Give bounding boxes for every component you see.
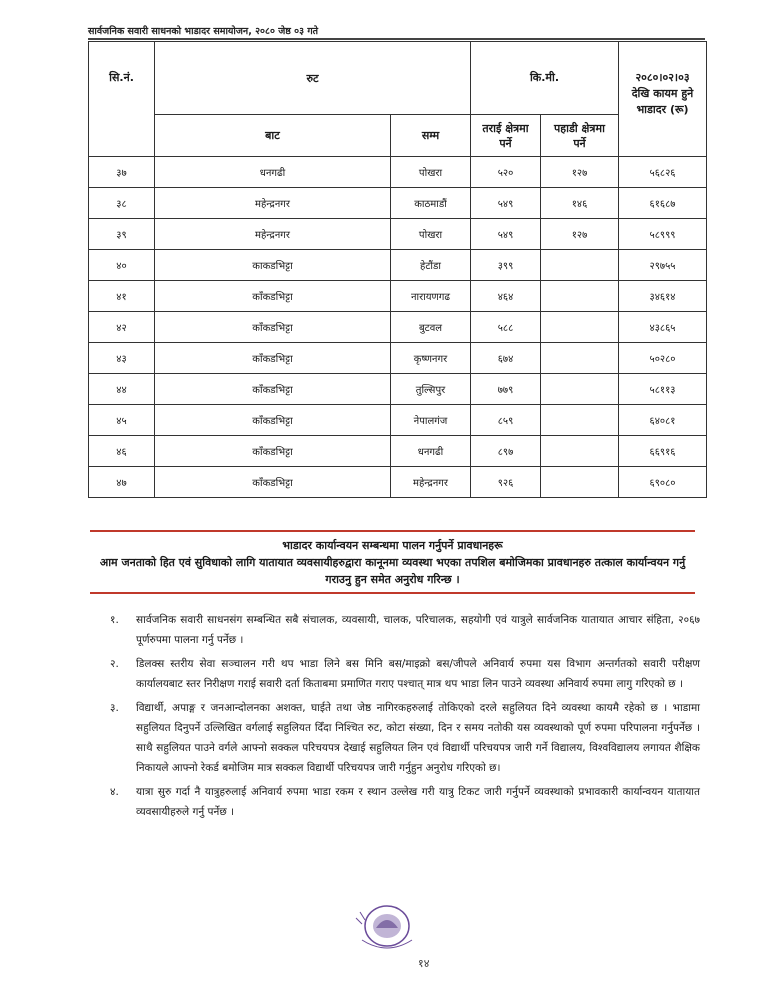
- cell-terai-km: ५४९: [471, 219, 541, 250]
- cell-sn: ४०: [89, 250, 155, 281]
- table-row: [89, 436, 707, 467]
- cell-hill-km: १२७: [541, 219, 619, 250]
- provision-item: [110, 698, 700, 778]
- table-row: [89, 405, 707, 436]
- provision-item: [110, 610, 700, 650]
- col-header-terai: तराई क्षेत्रमा पर्ने: [471, 115, 541, 157]
- provision-item: [110, 654, 700, 694]
- cell-to: महेन्द्रनगर: [391, 467, 471, 498]
- provision-item: [110, 782, 700, 822]
- col-header-from: बाट: [155, 115, 391, 157]
- cell-to: हेटौंडा: [391, 250, 471, 281]
- cell-hill-km: [541, 405, 619, 436]
- cell-sn: ३८: [89, 188, 155, 219]
- cell-sn: ४७: [89, 467, 155, 498]
- cell-hill-km: १२७: [541, 157, 619, 188]
- cell-from: काँकडभिट्टा: [155, 374, 391, 405]
- cell-hill-km: [541, 250, 619, 281]
- page-number: १४: [418, 957, 430, 970]
- cell-fare: ४३८६५: [619, 312, 707, 343]
- cell-from: काँकडभिट्टा: [155, 467, 391, 498]
- cell-hill-km: [541, 436, 619, 467]
- cell-terai-km: ५८८: [471, 312, 541, 343]
- table-header-row: [89, 42, 707, 115]
- cell-to: नारायणगढ: [391, 281, 471, 312]
- cell-terai-km: ८९७: [471, 436, 541, 467]
- cell-from: धनगढी: [155, 157, 391, 188]
- cell-terai-km: ८५९: [471, 405, 541, 436]
- provision-text: सार्वजनिक सवारी साधनसंग सम्बन्धित सबै संचालक, व्यवसायी, चालक, परिचालक, सहयोगी एवं यात्रुले सार्वजनिक यातायात आचार संहिता, २०६७ पूर्णरुपमा पालना गर्नु पर्नेछ ।: [136, 614, 700, 646]
- cell-fare: ६४०८१: [619, 405, 707, 436]
- cell-terai-km: ५२०: [471, 157, 541, 188]
- header-divider: [88, 38, 705, 40]
- col-header-route: रुट: [155, 42, 471, 115]
- cell-to: तुल्सिपुर: [391, 374, 471, 405]
- table-row: [89, 281, 707, 312]
- cell-sn: ४६: [89, 436, 155, 467]
- cell-sn: ४१: [89, 281, 155, 312]
- fare-header-line2: देखि कायम हुने: [631, 87, 694, 100]
- cell-fare: ३४६१४: [619, 281, 707, 312]
- cell-sn: ४४: [89, 374, 155, 405]
- table-row: [89, 250, 707, 281]
- cell-sn: ३९: [89, 219, 155, 250]
- provision-number: ४.: [110, 786, 119, 798]
- cell-from: काँकडभिट्टा: [155, 343, 391, 374]
- cell-from: महेन्द्रनगर: [155, 219, 391, 250]
- table-row: [89, 157, 707, 188]
- cell-from: काँकडभिट्टा: [155, 281, 391, 312]
- col-header-fare: [619, 42, 707, 157]
- cell-sn: ४५: [89, 405, 155, 436]
- provisions-subtitle: आम जनताको हित एवं सुविधाको लागि यातायात व्यवसायीहरुद्वारा कानूनमा व्यवस्था भएका तपशिल बमोजिमका प्रावधानहरु तत्काल कार्यान्वयन गर्नु गराउनु हुन समेत अनुरोध गरिन्छ ।: [99, 556, 686, 586]
- cell-to: काठमाडौं: [391, 188, 471, 219]
- cell-from: काँकडभिट्टा: [155, 436, 391, 467]
- cell-fare: ५०२८०: [619, 343, 707, 374]
- col-header-to: सम्म: [391, 115, 471, 157]
- cell-fare: ६६९१६: [619, 436, 707, 467]
- col-header-km: कि.मी.: [471, 42, 619, 115]
- table-row: [89, 467, 707, 498]
- cell-terai-km: ७७९: [471, 374, 541, 405]
- cell-from: काकडभिट्टा: [155, 250, 391, 281]
- cell-fare: ५८९९९: [619, 219, 707, 250]
- cell-sn: ३७: [89, 157, 155, 188]
- office-seal-icon: [352, 898, 422, 960]
- document-header: सार्वजनिक सवारी साधनको भाडादर समायोजन, २०८० जेष्ठ ०३ गते: [88, 26, 319, 37]
- cell-to: बुटवल: [391, 312, 471, 343]
- provision-number: २.: [110, 658, 119, 670]
- cell-to: पोखरा: [391, 219, 471, 250]
- table-row: [89, 343, 707, 374]
- col-header-sn: सि.नं.: [89, 42, 155, 157]
- cell-hill-km: [541, 467, 619, 498]
- table-row: [89, 312, 707, 343]
- cell-fare: २९७५५: [619, 250, 707, 281]
- cell-from: काँकडभिट्टा: [155, 312, 391, 343]
- cell-terai-km: ५४९: [471, 188, 541, 219]
- cell-terai-km: ९२६: [471, 467, 541, 498]
- provision-text: यात्रा सुरु गर्दा नै यात्रुहरुलाई अनिवार्य रुपमा भाडा रकम र स्थान उल्लेख गरी यात्रु टिकट जारी गर्नुपर्ने व्यवस्थाको प्रभावकारी कार्यान्वयन यातायात व्यवसायीहरुले गर्नु पर्नेछ ।: [136, 786, 700, 818]
- cell-hill-km: [541, 281, 619, 312]
- cell-from: महेन्द्रनगर: [155, 188, 391, 219]
- table-subheader-row: [89, 115, 707, 157]
- cell-sn: ४२: [89, 312, 155, 343]
- provisions-title: भाडादर कार्यान्वयन सम्बन्धमा पालन गर्नुपर्ने प्रावधानहरू: [282, 539, 503, 552]
- table-row: [89, 188, 707, 219]
- cell-to: धनगढी: [391, 436, 471, 467]
- cell-terai-km: ३९९: [471, 250, 541, 281]
- table-row: [89, 219, 707, 250]
- provisions-list: [110, 610, 700, 826]
- fare-header-line3: भाडादर (रू): [636, 103, 689, 116]
- table-body: [89, 157, 707, 498]
- cell-fare: ६१६८७: [619, 188, 707, 219]
- fare-table: [88, 41, 707, 498]
- cell-hill-km: १४६: [541, 188, 619, 219]
- cell-to: कृष्णनगर: [391, 343, 471, 374]
- cell-fare: ५८११३: [619, 374, 707, 405]
- cell-to: पोखरा: [391, 157, 471, 188]
- cell-sn: ४३: [89, 343, 155, 374]
- col-header-hill: पहाडी क्षेत्रमा पर्ने: [541, 115, 619, 157]
- fare-header-line1: २०८०।०२।०३: [635, 71, 690, 84]
- cell-from: काँकडभिट्टा: [155, 405, 391, 436]
- provision-number: ३.: [110, 702, 119, 714]
- cell-hill-km: [541, 374, 619, 405]
- cell-hill-km: [541, 343, 619, 374]
- provision-text: विद्यार्थी, अपाङ्ग र जनआन्दोलनका अशक्त, घाईते तथा जेष्ठ नागिरकहरुलाई तोकिएको दरले सहुलियत दिने व्यवस्था कायमै रहेको छ । भाडामा सहुलियत दिनुपर्ने उल्लिखित वर्गलाई सहुलियत दिँदा निश्चित रुट, कोटा संख्या, दिन र समय नतोकी यस व्यवस्थाको पूर्ण रुपमा परिपालना गर्नुपर्नेछ । साथै सहुलियत पाउने वर्गले आफ्नो सक्कल परिचयपत्र देखाई सहुलियत लिन एवं विद्यार्थी परिचयपत्र जारी गर्ने विद्यालय, विश्वविद्यालय लगायत शैक्षिक निकायले आफ्नो रेकर्ड बमोजिम मात्र सक्कल विद्यार्थी परिचयपत्र जारी गर्नुहुन अनुरोध गरिएको छ।: [136, 702, 700, 774]
- provisions-box: [90, 530, 695, 594]
- provision-text: डिलक्स स्तरीय सेवा सञ्चालन गरी थप भाडा लिने बस मिनि बस/माइक्रो बस/जीपले अनिवार्य रुपमा यस विभाग अन्तर्गतको सवारी परीक्षण कार्यालयबाट स्तर निरीक्षण गराई सवारी दर्ता किताबमा प्रमाणित गराए पश्चात् मात्र थप भाडा लिन पाउने व्यवस्था अनिवार्य रुपमा लागु गरिएको छ ।: [136, 658, 700, 690]
- cell-fare: ५६८२६: [619, 157, 707, 188]
- cell-terai-km: ६७४: [471, 343, 541, 374]
- provision-number: १.: [110, 614, 119, 626]
- cell-to: नेपालगंज: [391, 405, 471, 436]
- table-row: [89, 374, 707, 405]
- cell-hill-km: [541, 312, 619, 343]
- cell-fare: ६९०८०: [619, 467, 707, 498]
- cell-terai-km: ४६४: [471, 281, 541, 312]
